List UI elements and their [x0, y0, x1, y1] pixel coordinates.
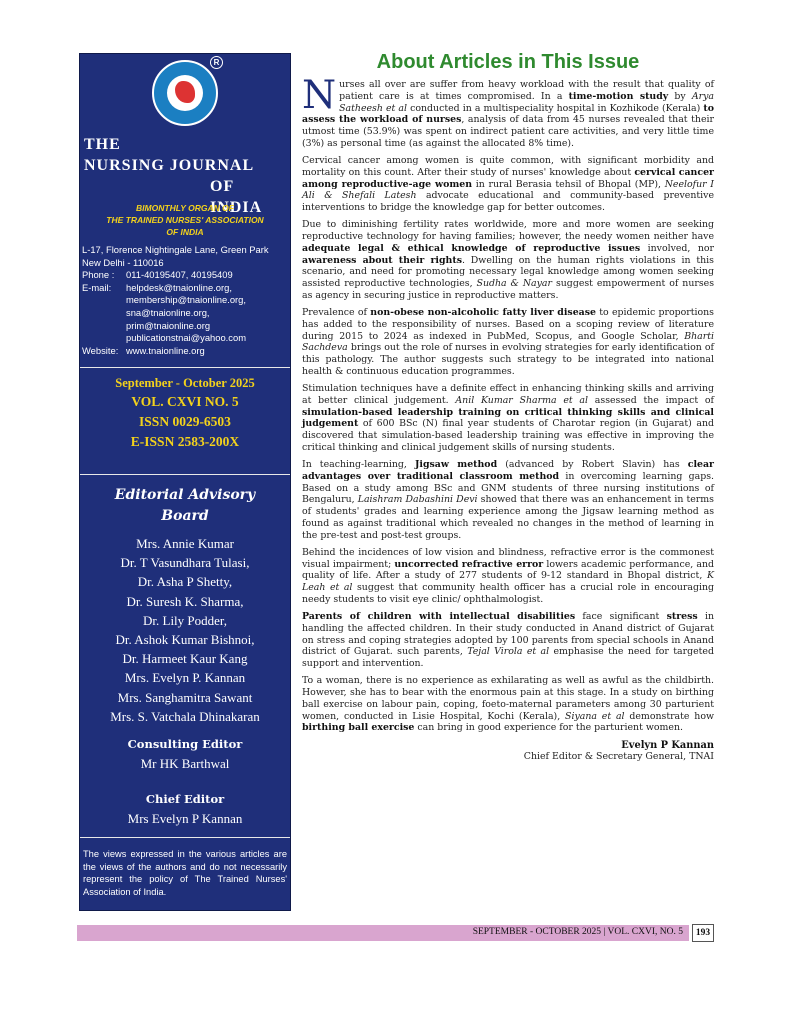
paragraph: Due to diminishing fertility rates worldwide, more and more women are seeking reproductive technology for having families; however, the needy women neither have adequate legal & ethical knowledge of reproductive issues involved, nor awareness about their rights. Dwelling on the human rights violations in this scenario, and need for promoting necessary legal knowledge among women seeking assisted reproductive technologies, Sudha & Nayar suggest empowerment of nurses as agency in securing justice in reproductive matters. [302, 219, 715, 301]
signature [302, 740, 714, 764]
paragraph: Cervical cancer among women is quite common, with significant morbidity and mortality on this count. After their study of nurses' knowledge about cervical cancer among reproductive-age women in rural Berasia tehsil of Bhopal (MP), Neelofur I Ali & Shefali Latesh advocate educational and community-based preventive interventions to bridge the knowledge gap for better outcomes. [302, 155, 714, 213]
email-link[interactable]: publicationstnai@yahoo.com [126, 332, 247, 344]
board-member: Dr. Lily Podder, [143, 612, 227, 628]
email-link[interactable]: sna@tnaionline.org, prim@tnaionline.org [126, 306, 211, 331]
paragraph: Behind the incidences of low vision and blindness, refractive error is the commonest visual impairment; uncorrected refractive error lowers academic performance, and quality of life. After a study of 277 students of 9-12 standard in Bhopal district, K Leah et al suggest that community health officer has a crucial role in encouraging needy students to visit eye clinic/ ophthalmologist. [302, 546, 714, 605]
page-number: 193 [692, 924, 714, 942]
paragraph: Parents of children with intellectual disabilities face significant stress in handling the affected children. In their study conducted in Anand district of Gujarat on stress and coping strategies adopted by 100 parents from special schools in Anand district of Gujarat. such parents, Tejal Virola et al emphasise the need for targeted support and intervention. [302, 611, 714, 669]
paragraph: Nurses all over are suffer from heavy workload with the result that quality of patient care is at times compromised. In a time-motion study by Arya Satheesh et al conducted in a multispeciality hospital in Kozhikode (Kerala) to assess the workload of nurses, analysis of data from 45 nurses revealed that their utmost time (53.9%) was spent on indirect patient care activities, and very little time (3%) as personal time (as against the allocated 8% time). [302, 73, 714, 149]
board-member: Dr. T Vasundhara Tulasi, [120, 555, 250, 571]
footer-issue-info: SEPTEMBER - OCTOBER 2025 | VOL. CXVI, NO. 5 [472, 927, 683, 937]
journal-title: THE NURSING JOURNAL OF INDIA [84, 136, 263, 216]
editorial-board-title: Editorial Advisory Board [114, 487, 256, 524]
issue-date: September - October 2025 [115, 376, 255, 390]
organ-statement: BIMONTHLY ORGAN OF THE TRAINED NURSES' ASSOCIATION OF INDIA [106, 203, 264, 237]
page-footer [77, 925, 689, 941]
board-member: Dr. Asha P Shetty, [137, 574, 233, 590]
tnai-logo [152, 58, 220, 124]
issn: ISSN 0029-6503 [139, 414, 231, 429]
paragraph: Prevalence of non-obese non-alcoholic fatty liver disease to epidemic proportions has added to the responsibility of nurses. Based on a scoping review of literature during 2015 to 2024 as indexed in PubMed, Scopus, and Google Scholar, Bharti Sachdeva brings out the role of nurses in evolving strategies for early identification of this pathology. The author suggests such strategy to be integrated into national health & continuous education programmes. [302, 307, 714, 377]
board-member: Mrs. S. Vatchala Dhinakaran [110, 708, 260, 724]
volume-number: VOL. CXVI NO. 5 [131, 394, 239, 409]
paragraph: To a woman, there is no experience as exhilarating as well as awful as the childbirth. However, she has to bear with the enormous pain at this stage. In a study on birthing ball exercise on labour pain, coping, foeto-maternal parameters among 30 parturient women, conducted in Lisie Hospital, Kochi (Kerala), Siyana et al demonstrate how birthing ball exercise can bring in good experience for the parturient women. [302, 675, 715, 734]
email-link[interactable]: membership@tnaionline.org, [126, 294, 246, 306]
consulting-editor-label: Consulting Editor [127, 737, 243, 751]
board-member: Mrs. Evelyn P. Kannan [124, 670, 246, 686]
disclaimer: The views expressed in the various articles are the views of the authors and do not necessarily represent the policy of The Trained Nurses' Association of India. [83, 849, 287, 897]
divider [80, 837, 290, 838]
eissn: E-ISSN 2583-200X [130, 434, 240, 449]
contact-address: L-17, Florence Nightingale Lane, Green Park New Delhi - 110016 Phone : 011-40195407, 40195409 E-mail: helpdesk@tnaionline.org, membership@tnaionline.org, sna@tnaionline.org, prim@tnaionline.org publicationstnai@yahoo.com Website: www.tnaionline.org [82, 244, 288, 357]
board-member: Mrs. Annie Kumar [136, 536, 234, 551]
divider [80, 367, 290, 368]
paragraph: Stimulation techniques have a definite effect in enhancing thinking skills and arriving at better clinical judgement. Anil Kumar Sharma et al assessed the impact of simulation-based leadership training on critical thinking skills and clinical judgement of 600 BSc (N) final year students of Charotar region (in Gujarat) and discovered that simulation-based leadership training was effective in improving the critical thinking and clinical judgement skills of nursing students. [302, 383, 714, 453]
board-member: Mrs. Sanghamitra Sawant [117, 689, 253, 705]
chief-editor-name: Mrs Evelyn P Kannan [127, 811, 243, 826]
issue-info [80, 374, 290, 452]
website-link[interactable]: www.tnaionline.org [126, 344, 205, 356]
consulting-editor-name: Mr HK Barthwal [140, 756, 230, 771]
registered-mark-icon: R [210, 56, 223, 69]
editorial-board-list [80, 534, 290, 726]
signature-name: Evelyn P Kannan [621, 739, 714, 751]
page-title: About Articles in This Issue [376, 51, 640, 73]
board-member: Dr. Suresh K. Sharma, [126, 593, 244, 609]
board-member: Dr. Ashok Kumar Bishnoi, [115, 632, 255, 648]
phone-number: 011-40195407, 40195409 [126, 269, 233, 281]
editorial-body [302, 73, 715, 763]
drop-cap: N [302, 73, 337, 118]
paragraph: In teaching-learning, Jigsaw method (advanced by Robert Slavin) has clear advantages over traditional classroom method in overcoming learning gaps. Based on a study among BSc and GNM students of three nursing institutions of Bengaluru, Laishram Dabashini Devi showed that there was an enhancement in terms of students' grades and learning experience among the Jigsaw learning method as found as against traditional which revealed no changes in the method of learning in the pre-test and post-test groups. [302, 459, 715, 541]
masthead-sidebar [79, 53, 291, 911]
board-member: Dr. Harmeet Kaur Kang [122, 651, 248, 667]
divider [80, 474, 290, 475]
chief-editor-label: Chief Editor [145, 792, 225, 806]
signature-title: Chief Editor & Secretary General, TNAI [523, 751, 714, 763]
email-link[interactable]: helpdesk@tnaionline.org, [126, 281, 232, 293]
